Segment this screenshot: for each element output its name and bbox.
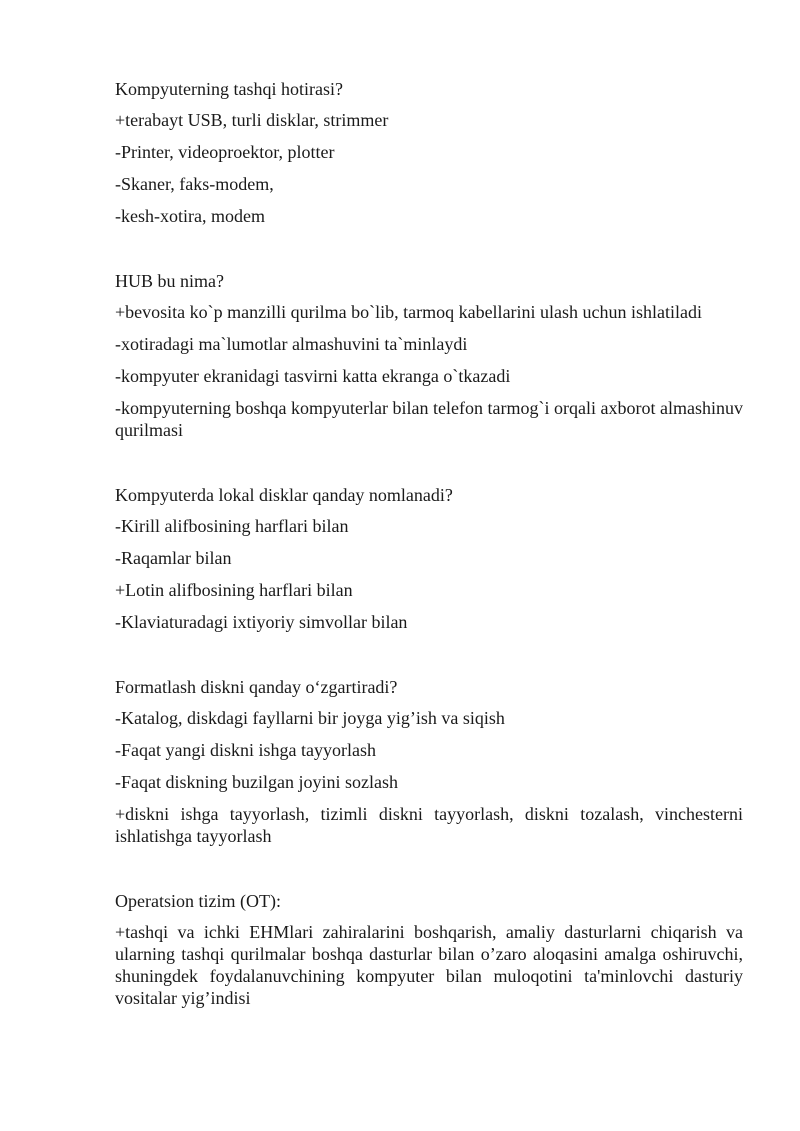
answer-option: -Skaner, faks-modem, [115, 174, 274, 194]
answer-option: +bevosita ko`p manzilli qurilma bo`lib, tarmoq kabellarini ulash uchun ishlatiladi [115, 302, 703, 322]
question-text: HUB bu nima? [115, 271, 224, 291]
answer-option: -Kirill alifbosining harflari bilan [115, 516, 349, 536]
answer-option: -Katalog, diskdagi fayllarni bir joyga yig’ish va siqish [115, 708, 505, 728]
answer-option: -Klaviaturadagi ixtiyoriy simvollar bilan [115, 612, 408, 632]
question-text: Operatsion tizim (OT): [115, 891, 281, 911]
question-block-5 [115, 890, 743, 1009]
question-text: Kompyuterda lokal disklar qanday nomlanadi? [115, 485, 453, 505]
answer-option: +diskni ishga tayyorlash, tizimli diskni tayyorlash, diskni tozalash, vinchesterni ishlatishga tayyorlash [115, 804, 743, 846]
answer-option: -Printer, videoproektor, plotter [115, 142, 335, 162]
question-text: Kompyuterning tashqi hotirasi? [115, 79, 343, 99]
answer-option: -xotiradagi ma`lumotlar almashuvini ta`minlaydi [115, 334, 468, 354]
answer-option: +terabayt USB, turli disklar, strimmer [115, 110, 389, 130]
answer-option: -kompyuter ekranidagi tasvirni katta ekranga o`tkazadi [115, 366, 511, 386]
answer-option: +Lotin alifbosining harflari bilan [115, 580, 353, 600]
answer-option: -Faqat yangi diskni ishga tayyorlash [115, 740, 376, 760]
answer-option: -kesh-xotira, modem [115, 206, 265, 226]
question-block-2 [115, 270, 743, 441]
question-block-4 [115, 676, 743, 847]
question-text: Formatlash diskni qanday o‘zgartiradi? [115, 677, 398, 697]
question-block-1 [115, 78, 743, 227]
answer-option: -kompyuterning boshqa kompyuterlar bilan telefon tarmog`i orqali axborot almashinuv qurilmasi [115, 398, 743, 440]
document-page [115, 78, 743, 1052]
answer-option: -Faqat diskning buzilgan joyini sozlash [115, 772, 398, 792]
answer-option: -Raqamlar bilan [115, 548, 232, 568]
question-block-3 [115, 484, 743, 633]
answer-option: +tashqi va ichki EHMlari zahiralarini boshqarish, amaliy dasturlarni chiqarish va ularning tashqi qurilmalar boshqa dasturlar bilan o’zaro aloqasini amalga oshiruvchi, shuningdek foydalanuvchining kompyuter bilan muloqotini ta'minlovchi dasturiy vositalar yig’indisi [115, 922, 743, 1008]
